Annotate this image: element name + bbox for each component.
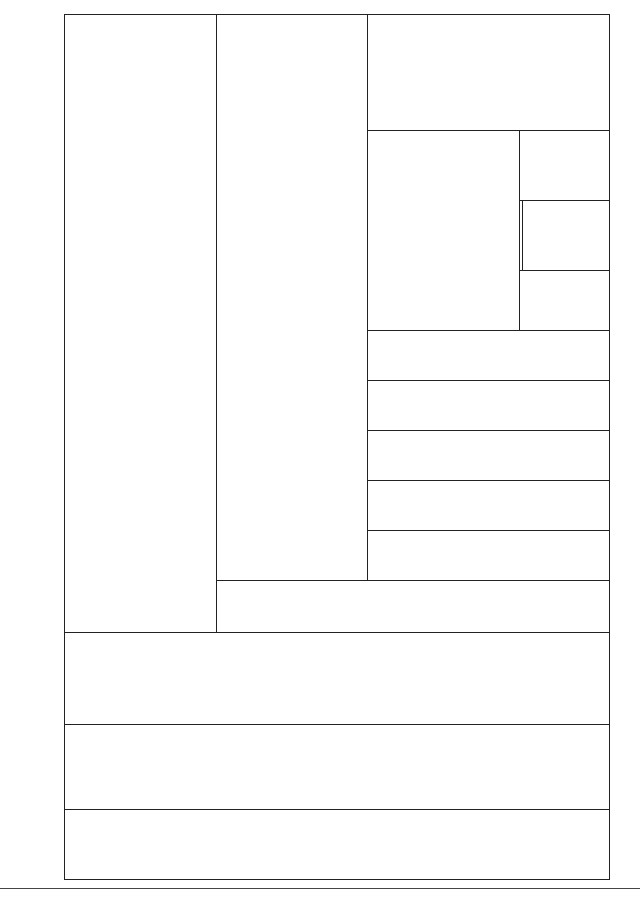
header-2016 <box>368 431 610 481</box>
budget-table <box>64 14 609 880</box>
header-2019-all <box>519 271 609 331</box>
header-2014 <box>368 531 610 581</box>
page-bottom-rule <box>0 888 640 889</box>
header-2018 <box>368 331 610 381</box>
header-executor <box>65 633 610 725</box>
header-2019-incl <box>520 201 523 270</box>
header-total <box>216 581 609 633</box>
header-expenses-title <box>65 15 217 633</box>
header-2019-regional <box>519 131 609 201</box>
header-program-name <box>65 725 610 810</box>
header-2020 <box>368 15 610 131</box>
header-2019-federal <box>519 201 609 271</box>
page-number <box>43 448 55 468</box>
header-2019 <box>368 131 520 331</box>
header-status <box>65 810 610 880</box>
header-2017 <box>368 381 610 431</box>
header-by-years <box>216 15 368 581</box>
rotated-page <box>64 15 609 880</box>
header-2015 <box>368 481 610 531</box>
